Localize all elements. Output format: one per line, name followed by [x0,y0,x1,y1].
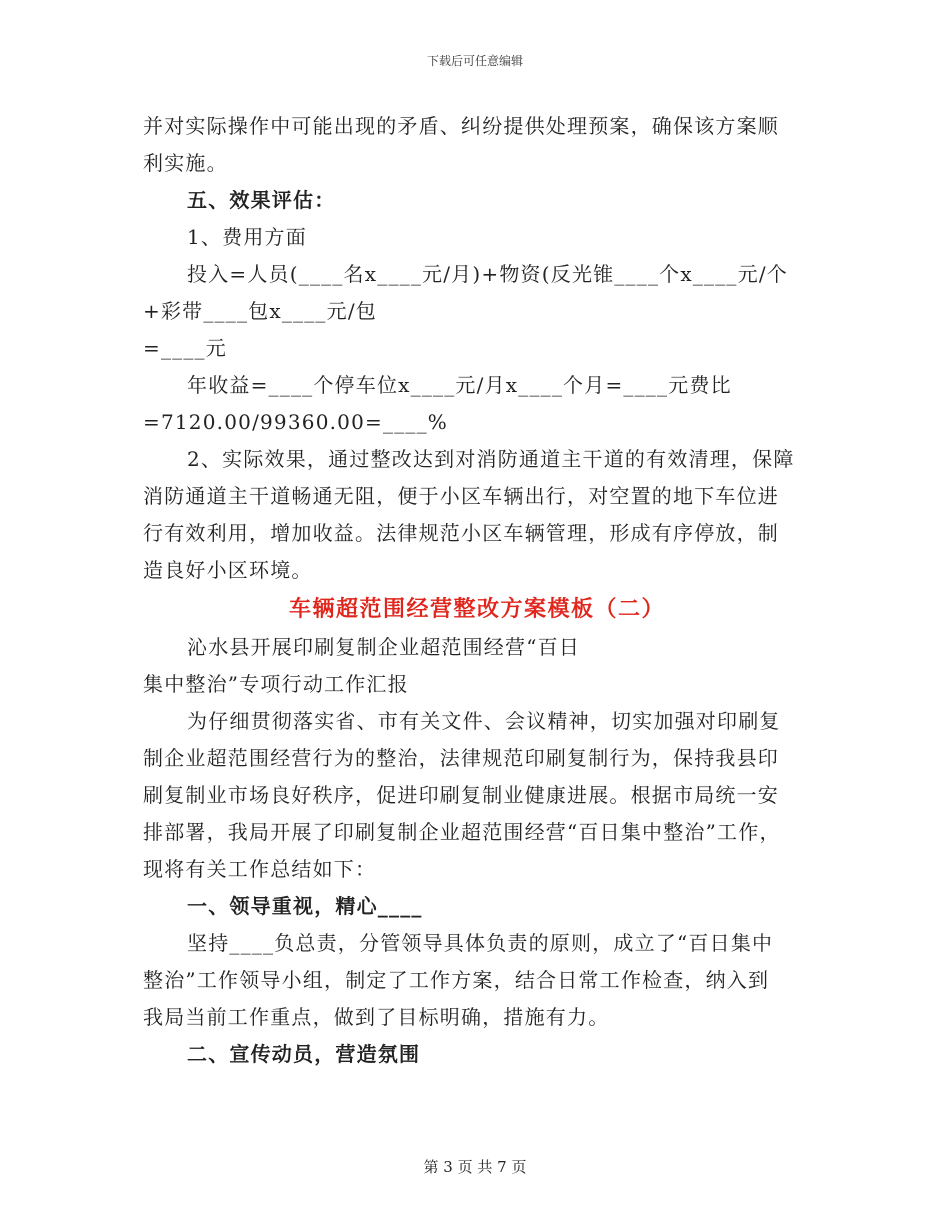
paragraph-line: 现将有关工作总结如下： [143,857,377,881]
document-body [143,108,811,1073]
paragraph-line: 为仔细贯彻落实省、市有关文件、会议精神，切实加强对印刷复 [187,709,781,733]
paragraph-line: 整治”工作领导小组，制定了工作方案，结合日常工作检查，纳入到 [143,968,770,992]
paragraph-line: +彩带____包x____元/包 [143,299,377,323]
paragraph-line: 并对实际操作中可能出现的矛盾、纠纷提供处理预案，确保该方案顺 [143,114,779,138]
paragraph-line: 沁水县开展印刷复制企业超范围经营“百日 [187,635,581,659]
paragraph-line: 2、实际效果，通过整改达到对消防通道主干道的有效清理，保障 [187,447,795,471]
paragraph-line: 坚持____负总责，分管领导具体负责的原则，成立了“百日集中 [187,931,774,955]
section-heading: 五、效果评估： [187,188,336,212]
document-title: 车辆超范围经营整改方案模板（二） [288,596,665,622]
paragraph-line: 年收益=____个停车位x____元/月x____个月=____元费比 [187,373,732,397]
paragraph-line: 刷复制业市场良好秩序，促进印刷复制业健康进展。根据市局统一安 [143,783,779,807]
paragraph-line: =____元 [143,336,227,360]
paragraph-line: 消防通道主干道畅通无阻，便于小区车辆出行，对空置的地下车位进 [143,484,779,508]
paragraph-line: 1、费用方面 [187,225,307,249]
paragraph-line: 排部署，我局开展了印刷复制企业超范围经营“百日集中整治”工作， [143,820,781,844]
section-heading: 二、宣传动员，营造氛围 [187,1042,421,1066]
page-header: 下载后可任意编辑 [426,54,523,68]
page-footer: 第 3 页 共 7 页 [423,1158,527,1176]
paragraph-line: 我局当前工作重点，做到了目标明确，措施有力。 [143,1005,610,1029]
paragraph-line: 制企业超范围经营行为的整治，法律规范印刷复制行为，保持我县印 [143,746,779,770]
paragraph-line: 行有效利用，增加收益。法律规范小区车辆管理，形成有序停放，制 [143,521,779,545]
paragraph-line: 投入=人员(____名x____元/月)+物资(反光锥____个x____元/个 [187,262,788,286]
section-heading: 一、领导重视，精心____ [187,894,423,918]
paragraph-line: 造良好小区环境。 [143,558,313,582]
paragraph-line: 集中整治”专项行动工作汇报 [143,672,409,696]
paragraph-line: =7120.00/99360.00=____% [143,410,448,434]
paragraph-line: 利实施。 [143,151,228,175]
